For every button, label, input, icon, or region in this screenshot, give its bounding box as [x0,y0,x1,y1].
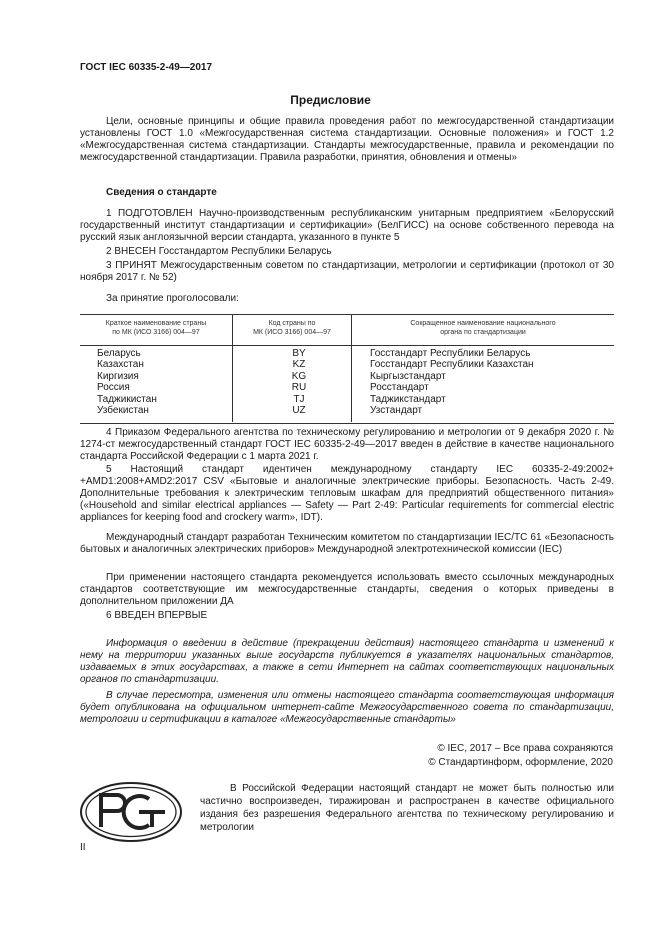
table-cell: Беларусь [97,348,141,359]
item-5c-text: При применении настоящего стандарта рекомендуется использовать вместо ссылочных международных стандартов соответствующие им межгосударственные стандарты, сведения о которых приведены в дополнительном приложении ДА [80,572,614,607]
copyright-standartinform: © Стандартинформ, оформление, 2020 [428,757,613,768]
item-5-text: 5 Настоящий стандарт идентичен международному стандарту IEC 60335-2-49:2002+ +AMD1:2008+AMD2:2017 CSV «Бытовые и аналогичные электрические приборы. Безопасность. Часть 2-49. Дополнительные требования к электрическим тепловым шкафам для предприятий общественного питания» («Household and similar electrical appliances — Safety — Part 2-49: Particular requirements for commercial electric appliances for keeping food and crockery warm», IDT). [80,464,614,523]
table-col-codes [233,348,365,416]
page-number: II [80,842,86,853]
table-header-divider [80,345,614,346]
item-5b [80,532,614,556]
item-3 [80,260,614,284]
item-2 [80,246,614,258]
table-col-countries [97,348,157,416]
item-5c [80,572,614,608]
item-6-text: 6 ВВЕДЕН ВПЕРВЫЕ [106,610,208,621]
table-header-org: Сокращенное наименование национального органа по стандартизации [410,320,556,336]
copyright-iec: © IEC, 2017 – Все права сохраняются [437,743,613,754]
voted-text: За принятие проголосовали: [106,293,239,304]
note-revision [80,690,614,726]
item-2-text: 2 ВНЕСЕН Госстандартом Республики Беларусь [106,246,332,257]
note-1-text: Информация о введении в действие (прекращении действия) настоящего стандарта и изменений к нему на территории указанных выше государств публикуется в указателях национальных стандартов, издаваемых в этих государствах, а также в сети Интернет на сайтах соответствующих национальных органов по стандартизации. [80,638,614,685]
table-header-code: Код страны по МК (ИСО 3166) 004—97 [253,320,331,336]
table-cell: KG [291,370,307,382]
table-cell: RU [291,382,307,394]
item-1 [80,208,614,244]
table-cell: Росстандарт [370,382,429,394]
table-cell: Узбекистан [97,405,149,417]
table-cell: Киргизия [97,370,139,382]
table-cell: UZ [292,405,306,417]
rst-logo [79,781,183,843]
table-cell: Узстандарт [370,405,423,417]
item-5b-text: Международный стандарт разработан Техническим комитетом по стандартизации IEC/TC 61 «Безопасность бытовых и аналогичных электрических приборов» Международной электротехнической комиссии (IEC) [80,532,614,555]
table-cell: Госстандарт Республики Казахстан [370,359,534,371]
table-cell: TJ [293,393,305,405]
note-introduction [80,638,614,686]
table-col-orgs [370,348,534,416]
table-header-country: Краткое наименование страны по МК (ИСО 3166) 004—97 [105,320,207,336]
rst-logo-icon [79,781,183,843]
intro-paragraph [80,116,614,164]
page-title: Предисловие [290,93,371,107]
rf-notice [200,782,614,834]
table-cell: Казахстан [97,359,144,371]
document-header: ГОСТ IEC 60335-2-49—2017 [80,62,213,73]
item-4-text: 4 Приказом Федерального агентства по техническому регулированию и метрологии от 9 декабря 2020 г. № 1274-ст межгосударственный стандарт ГОСТ IEC 60335-2-49—2017 введен в действие в качестве национального стандарта Российской Федерации с 1 марта 2021 г. [80,427,614,462]
item-4 [80,427,614,463]
note-2-text: В случае пересмотра, изменения или отмены настоящего стандарта соответствующая информация будет опубликована на официальном интернет-сайте Межгосударственного совета по стандартизации, метрологии и сертификации в каталоге «Межгосударственные стандарты» [80,690,614,725]
table-cell: Госстандарт Республики Беларусь [370,348,531,359]
intro-text: Цели, основные принципы и общие правила проведения работ по межгосударственной стандартизации установлены ГОСТ 1.0 «Межгосударственная система стандартизации. Основные положения» и ГОСТ 1.2 «Межгосударственная система стандартизации. Стандарты межгосударственные, правила и рекомендации по межгосударственной стандартизации. Правила разработки, принятия, обновления и отмены» [80,116,614,163]
table-cell: BY [292,348,306,359]
rf-notice-text: В Российской Федерации настоящий стандарт не может быть полностью или частично воспроизведен, тиражирован и распространен в качестве официального издания без разрешения Федерального агентства по техническому регулированию и метрологии [200,783,614,833]
item-5 [80,464,614,524]
table-cell: KZ [292,359,306,371]
table-cell: Таджикстандарт [370,393,446,405]
item-6 [80,610,614,622]
table-cell: Россия [97,382,130,394]
table-cell: Таджикистан [97,393,157,405]
item-3-text: 3 ПРИНЯТ Межгосударственным советом по стандартизации, метрологии и сертификации (протокол от 30 ноября 2017 г. № 52) [80,260,614,283]
voted-line [80,293,614,305]
table-cell: Кыргызстандарт [370,370,446,382]
info-heading: Сведения о стандарте [106,187,217,198]
item-1-text: 1 ПОДГОТОВЛЕН Научно-производственным республиканским унитарным предприятием «Белорусский государственный институт стандартизации и сертификации» (БелГИСС) на основе собственного перевода на русский язык англоязычной версии стандарта, указанного в пункте 5 [80,208,614,243]
